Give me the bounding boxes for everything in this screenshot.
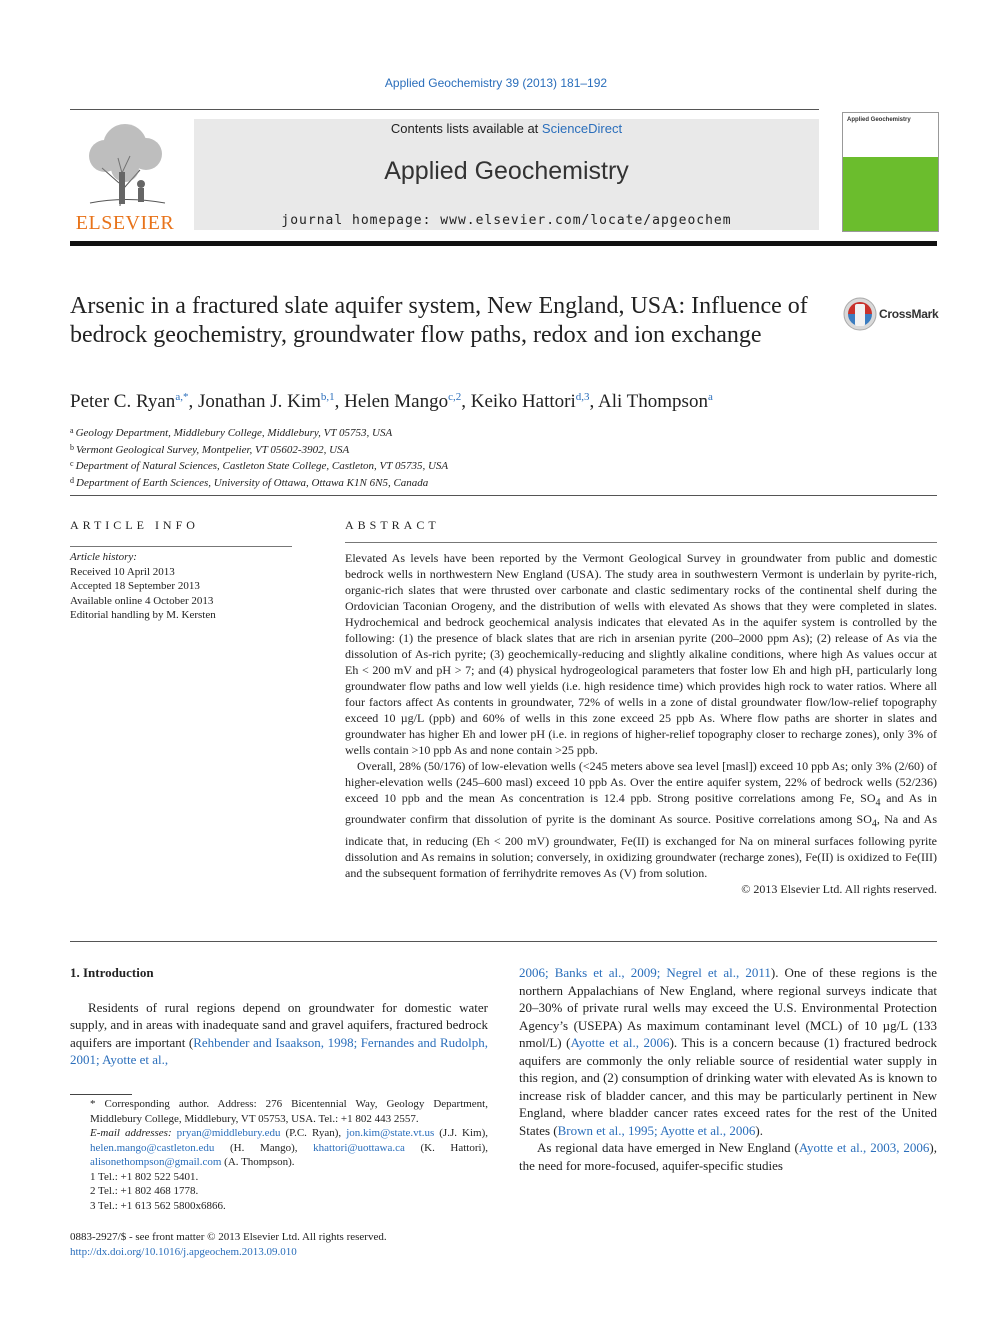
sciencedirect-link[interactable]: ScienceDirect	[541, 121, 623, 136]
header-rule	[70, 241, 937, 246]
article-history: Article history: Received 10 April 2013 Accepted 18 September 2013 Available online 4 October 2013 Editorial handling by M. Kersten	[70, 551, 216, 621]
body-column-left	[70, 964, 488, 1069]
body-column-right	[519, 964, 937, 1174]
homepage-link[interactable]: www.elsevier.com/locate/apgeochem	[440, 213, 732, 228]
abstract-heading: ABSTRACT	[345, 518, 440, 532]
journal-homepage: journal homepage: www.elsevier.com/locate/apgeochem	[281, 213, 732, 228]
divider	[70, 941, 937, 942]
footnote-rule	[70, 1094, 132, 1095]
footnotes	[70, 1097, 488, 1213]
author[interactable]: Keiko Hattori$^{d,3}$	[470, 391, 590, 412]
author-list: Peter C. Ryan$^{a,*}$, Jonathan J. Kim$^{b,1}$, Helen Mango$^{c,2}$, Keiko Hattori$^{d,3}$, Ali Thompson$^a$	[70, 391, 713, 412]
divider	[70, 495, 937, 496]
journal-banner	[194, 119, 819, 230]
reference-link[interactable]: Ayotte et al., 2006	[570, 1035, 670, 1050]
cover-header	[843, 113, 938, 157]
email-addresses: E-mail addresses: pryan@middlebury.edu (P.C. Ryan), jon.kim@state.vt.us (J.J. Kim), helen.mango@castleton.edu (H. Mango), khattori@uottawa.ca (K. Hattori), alisonethompson@gmail.com (A. Thompson).	[90, 1127, 488, 1168]
reference-link[interactable]: Brown et al., 1995; Ayotte et al., 2006	[557, 1122, 756, 1138]
journal-cover[interactable]	[842, 112, 939, 232]
footnote: 1 Tel.: +1 802 522 5401.	[90, 1170, 199, 1183]
section-heading: 1. Introduction	[70, 965, 154, 980]
issn-line: 0883-2927/$ - see front matter © 2013 Elsevier Ltd. All rights reserved.	[70, 1231, 387, 1243]
affiliation: $^c$ Department of Natural Sciences, Castleton State College, Castleton, VT 05735, USA	[70, 459, 449, 472]
tree-icon	[70, 118, 180, 210]
affiliations	[70, 424, 930, 490]
issn-doi	[70, 1230, 488, 1259]
email-link[interactable]: jon.kim@state.vt.us	[346, 1127, 435, 1139]
abstract-body	[345, 550, 937, 897]
elsevier-logo	[70, 118, 180, 234]
author[interactable]: Helen Mango$^{c,2}$	[344, 391, 462, 412]
elsevier-wordmark: ELSEVIER	[75, 212, 175, 234]
crossmark-label: CrossMark	[879, 307, 939, 321]
article-info-heading: ARTICLE INFO	[70, 518, 199, 532]
body-paragraph: Residents of rural regions depend on groundwater for domestic water supply, and in areas with inadequate sand and gravel aquifers, fractured bedrock aquifers are important (Rehbender and Isaakson, 1998; Fernandes and Rudolph, 2001; Ayotte et al.,	[70, 999, 488, 1067]
contents-line: Contents lists available at ScienceDirect	[390, 121, 623, 136]
email-link[interactable]: khattori@uottawa.ca	[313, 1141, 405, 1154]
article-title: Arsenic in a fractured slate aquifer system, New England, USA: Influence of bedrock geochemistry, groundwater flow paths, redox and ion exchange	[70, 293, 808, 348]
affiliation: $^b$ Vermont Geological Survey, Montpelier, VT 05602-3902, USA	[70, 442, 350, 456]
copyright: © 2013 Elsevier Ltd. All rights reserved.	[741, 881, 937, 896]
affiliation: $^d$ Department of Earth Sciences, University of Ottawa, Ottawa K1N 6N5, Canada	[70, 475, 429, 489]
body-paragraph: As regional data have emerged in New England (Ayotte et al., 2003, 2006), the need for more-focused, aquifer-specific studies	[519, 1140, 938, 1173]
abstract-paragraph: Elevated As levels have been reported by the Vermont Geological Survey in groundwater from public and domestic bedrock wells in northwestern New England (USA). The study area in southwestern Vermont is underlain by pyrite-rich, organic-rich slates that were thrusted over carbonate and clastic sedimentary rocks of the continental shelf during the Ordovician Taconian Orogeny, and the distribution of wells with elevated As shows that they were completed in slates. Hydrochemical and bedrock geochemical analysis indicates that elevated As in the aquifer system is controlled by the following: (1) the presence of black slates that are rich in arsenian pyrite (200–2000 ppm As); (2) release of As via the dissolution of As-rich pyrite; (3) geochemically-reducing and slightly alkaline conditions, where high As values occur at Eh < 200 mV and pH > 7; and (4) physical hydrogeological parameters that foster low Eh and high pH, particularly long groundwater flow paths and low well yields (i.e. high residence time) which provides high rock to water ratios. Where all four factors affect As contents in groundwater, 72% of wells in a zone of distal groundwater flow/low-relief topography exceed 10 µg/L (ppb) and 60% of wells in this zone exceed 25 ppb As. Where flow paths are shorter in slates and groundwater has higher Eh and lower pH (i.e. in regions of higher-relief topography closer to recharge zones), only 3% of wells contain >10 ppb As and none contain >25 ppb.	[345, 551, 937, 757]
author[interactable]: Jonathan J. Kim$^{b,1}$	[197, 391, 335, 412]
email-link[interactable]: pryan@middlebury.edu	[176, 1127, 281, 1139]
divider	[70, 109, 819, 110]
crossmark-badge[interactable]	[843, 296, 943, 332]
author[interactable]: Peter C. Ryan$^{a,*}$	[70, 391, 189, 412]
author[interactable]: Ali Thompson$^a$	[597, 391, 713, 412]
reference-link[interactable]: Rehbender and Isaakson, 1998; Fernandes and Rudolph, 2001; Ayotte et al.,	[70, 1034, 488, 1067]
footnote: 2 Tel.: +1 802 468 1778.	[90, 1185, 199, 1197]
email-link[interactable]: helen.mango@castleton.edu	[90, 1141, 215, 1154]
affiliation: $^a$ Geology Department, Middlebury College, Middlebury, VT 05753, USA	[70, 426, 393, 439]
divider	[345, 542, 937, 543]
cover-title: Applied Geochemistry	[847, 117, 911, 123]
journal-citation[interactable]: Applied Geochemistry 39 (2013) 181–192	[384, 76, 608, 90]
divider	[70, 546, 292, 547]
crossmark-icon	[843, 296, 877, 332]
footnote: 3 Tel.: +1 613 562 5800x6866.	[90, 1199, 226, 1212]
email-link[interactable]: alisonethompson@gmail.com	[90, 1156, 222, 1168]
journal-title: Applied Geochemistry	[384, 157, 629, 185]
body-paragraph: 2006; Banks et al., 2009; Negrel et al., 2011). One of these regions is the northern Appalachians of New England, where regional surveys indicate that 20–30% of private rural wells may exceed the U.S. Environmental Protection Agency’s (USEPA) As maximum contaminant level (MCL) of 10 µg/L (133 nmol/L) (Ayotte et al., 2006). This is a concern because (1) fractured bedrock aquifers are commonly the only reliable source of residential water supply in this region, and (2) consumption of drinking water with elevated As is known to increase risk of bladder cancer, and this may be particularly pertinent in New England, where bladder cancer rates exceed rates for the rest of the United States (Brown et al., 1995; Ayotte et al., 2006).	[519, 965, 937, 1138]
abstract-paragraph: Overall, 28% (50/176) of low-elevation wells (<245 meters above sea level [masl]) exceed 10 ppb As; only 3% (2/60) of higher-elevation wells (245–600 masl) exceed 10 ppb As. Over the entire aquifer system, 22% of bedrock wells (52/236) exceed 10 ppb and the mean As concentration is 12.4 ppb. Strong positive correlations among Fe, $SO_4$ and As in groundwater confirm that dissolution of pyrite is the dominant As source. Positive correlations among $SO_4$, Na and As indicate that, in reducing (Eh < 200 mV) groundwater, Fe(II) is exchanged for Na on mineral surfaces following pyrite dissolution and As remains in solution; conversely, in oxidizing groundwater (recharge zones), Fe(II) is oxidized to Fe(III) and the subsequent formation of ferrihydrite removes As (V) from solution.	[345, 759, 937, 880]
reference-link[interactable]: Ayotte et al., 2003, 2006	[798, 1140, 930, 1155]
doi-link[interactable]: http://dx.doi.org/10.1016/j.apgeochem.2013.09.010	[70, 1245, 297, 1258]
reference-link[interactable]: 2006; Banks et al., 2009; Negrel et al., 2011	[519, 965, 771, 980]
corresponding-author-note: * Corresponding author. Address: 276 Bicentennial Way, Geology Department, Middlebury College, Middlebury, VT 05753, USA. Tel.: +1 802 443 2557.	[90, 1098, 488, 1125]
